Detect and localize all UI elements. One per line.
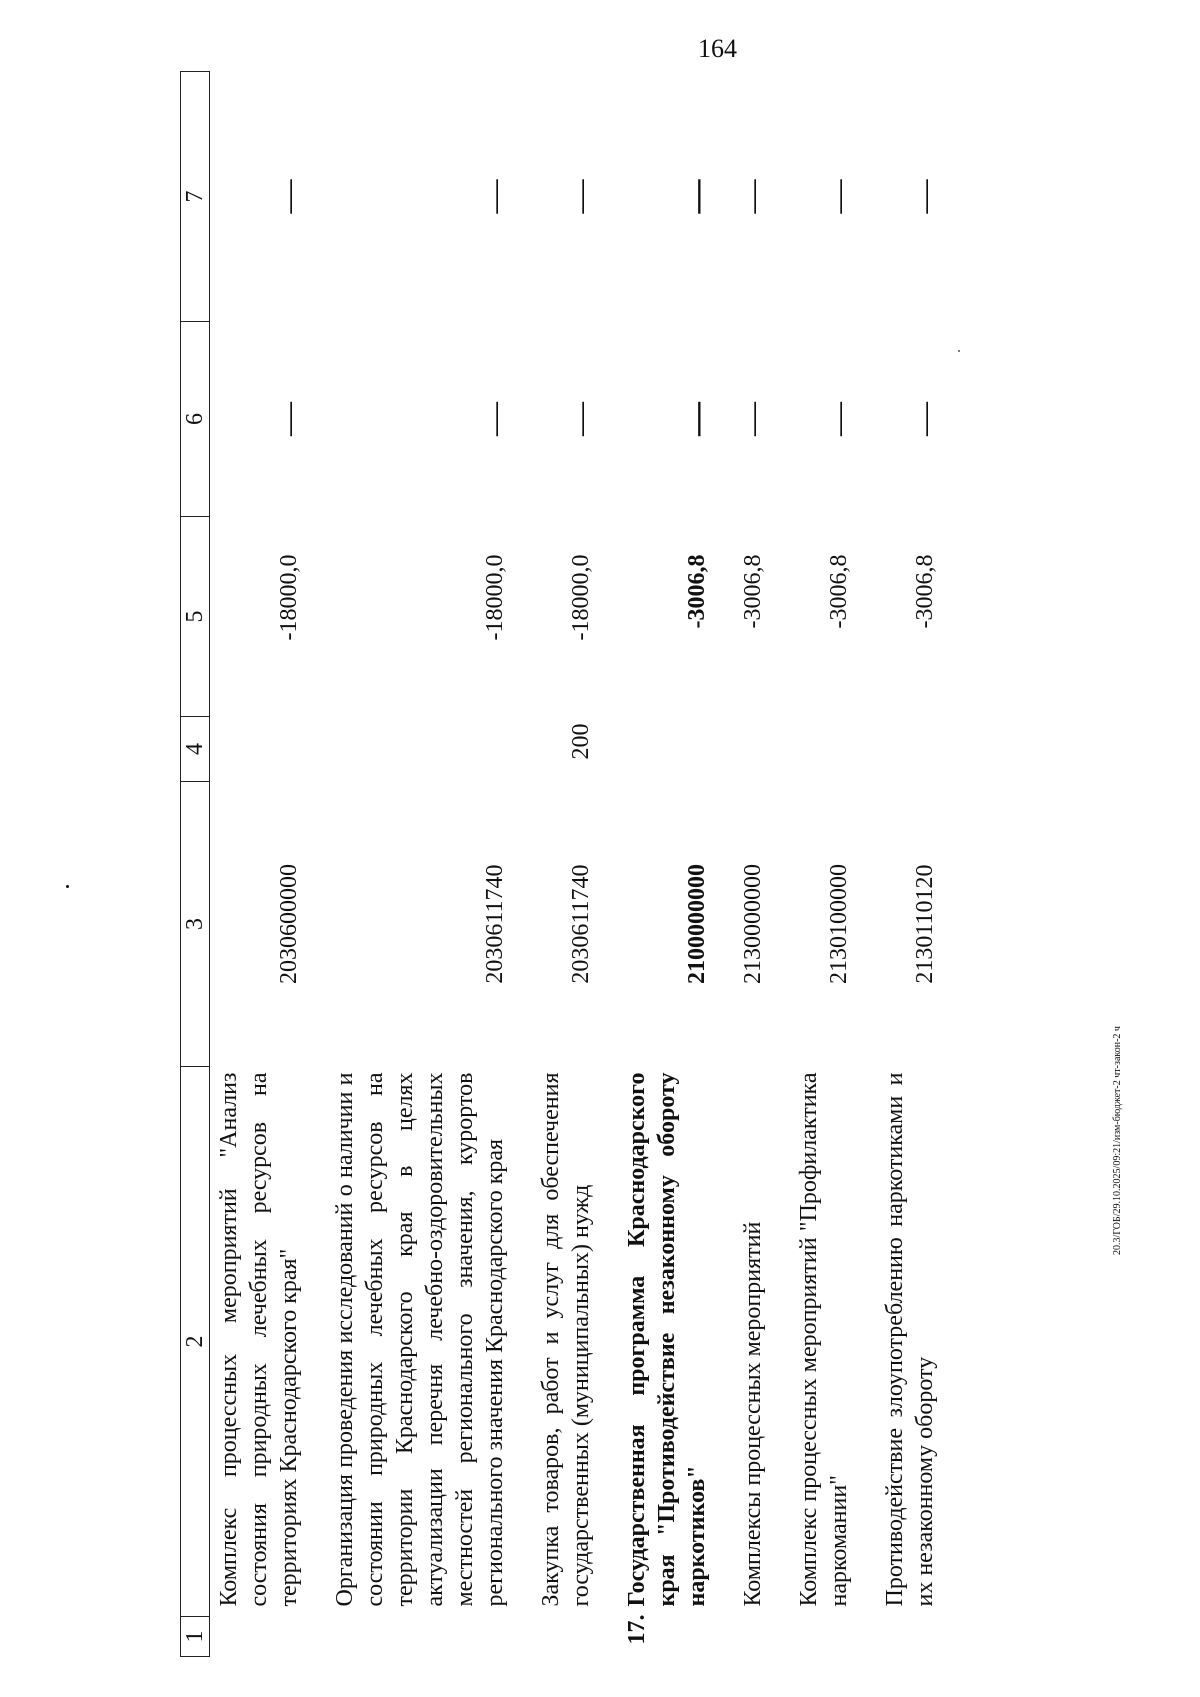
- column-header: 1: [181, 1617, 210, 1657]
- column-header: 2: [181, 1067, 210, 1617]
- cell-name: [734, 1067, 768, 1617]
- cell-name: [876, 1067, 940, 1617]
- cell-vr: [326, 717, 510, 782]
- row-spacer: [304, 72, 326, 1657]
- cell-vr: [734, 717, 768, 782]
- cell-col7: —: [270, 179, 307, 214]
- cell-code: 2100000000: [684, 864, 710, 984]
- table-row: [326, 72, 510, 1657]
- cell-vr: [790, 717, 854, 782]
- cell-name: [532, 1067, 596, 1617]
- cell-col7: —: [678, 179, 715, 214]
- cell-amount: -18000,0: [568, 554, 594, 641]
- column-header: 6: [181, 322, 210, 517]
- cell-col7: —: [476, 179, 513, 214]
- cell-col6: —: [820, 402, 857, 436]
- cell-col1: [790, 1617, 854, 1657]
- cell-col6: —: [476, 402, 513, 436]
- cell-code: 2030600000: [276, 864, 302, 984]
- row-name: Государственная программа Краснодарского края "Противодействие незаконному обороту наркотиков": [624, 1072, 710, 1607]
- cell-code: 2130100000: [826, 864, 852, 984]
- cell-amount: -3006,8: [826, 554, 852, 629]
- cell-amount: -3006,8: [740, 554, 766, 629]
- cell-col1: [734, 1617, 768, 1657]
- column-header: 7: [181, 72, 210, 322]
- cell-col6: —: [906, 402, 943, 436]
- cell-name: [790, 1067, 854, 1617]
- cell-col1: [326, 1617, 510, 1657]
- row-name: Закупка товаров, работ и услуг для обеспечения государственных (муниципальных) нужд: [538, 1072, 594, 1607]
- cell-amount: -3006,8: [912, 554, 938, 629]
- section-number: 17.: [624, 1614, 650, 1645]
- cell-name: [210, 1067, 305, 1617]
- cell-vr: [876, 717, 940, 782]
- table-row: [210, 72, 305, 1657]
- row-spacer: [510, 72, 532, 1657]
- row-name: Организация проведения исследований о наличии и состоянии природных лечебных ресурсов на территории Краснодарского края в целях актуализации перечня лечебно-оздоровительных местностей регионального значения, курортов регионального значения Краснодарского края: [332, 1072, 508, 1607]
- table-row: [790, 72, 854, 1657]
- cell-col1: [210, 1617, 305, 1657]
- table-row: [618, 72, 712, 1657]
- column-header: 3: [181, 782, 210, 1067]
- column-header: 5: [181, 517, 210, 717]
- row-spacer: [768, 72, 790, 1657]
- cell-col7: —: [820, 179, 857, 214]
- row-name: Комплекс процессных мероприятий "Профилактика наркомании": [796, 1072, 852, 1607]
- budget-table-rotated: [180, 72, 1080, 1657]
- cell-amount: -3006,8: [684, 554, 710, 629]
- cell-col6: —: [270, 402, 307, 436]
- cell-col7: —: [906, 179, 943, 214]
- footer-document-code: 20.3/ГОБ/29.10.2025/09:21/изм-бюджет-2 чт-закон-2 ч: [1112, 1026, 1123, 1255]
- cell-code: 2030611740: [568, 864, 594, 984]
- cell-code: 2030611740: [482, 864, 508, 984]
- cell-col6: —: [734, 402, 771, 436]
- cell-amount: -18000,0: [276, 554, 302, 641]
- cell-col1: [876, 1617, 940, 1657]
- cell-vr: [618, 717, 712, 782]
- row-name: Противодействие злоупотреблению наркотиками и их незаконному обороту: [882, 1072, 938, 1607]
- page-number: 164: [698, 34, 737, 63]
- cell-amount: -18000,0: [482, 554, 508, 641]
- table-header-row: [181, 72, 210, 1657]
- cell-vr: [210, 717, 305, 782]
- table-row: [876, 72, 940, 1657]
- column-header: 4: [181, 717, 210, 782]
- cell-col7: —: [562, 179, 599, 214]
- cell-col1: [532, 1617, 596, 1657]
- cell-name: [326, 1067, 510, 1617]
- cell-col7: —: [734, 179, 771, 214]
- table-row: [532, 72, 596, 1657]
- cell-col6: —: [562, 402, 599, 436]
- budget-table: [180, 71, 943, 1657]
- cell-col6: —: [678, 402, 715, 436]
- cell-name: [618, 1067, 712, 1645]
- cell-code: 2130000000: [740, 864, 766, 984]
- cell-code: 2130110120: [912, 864, 938, 984]
- cell-vr: 200: [568, 723, 594, 760]
- table-row: [734, 72, 768, 1657]
- scan-speck: [66, 885, 69, 888]
- row-name: Комплексы процессных мероприятий: [740, 1221, 766, 1607]
- row-spacer: [854, 72, 876, 1657]
- row-spacer: [596, 72, 618, 1657]
- row-name: Комплекс процессных мероприятий "Анализ состояния природных лечебных ресурсов на территориях Краснодарского края": [216, 1072, 302, 1607]
- row-spacer: [712, 72, 734, 1657]
